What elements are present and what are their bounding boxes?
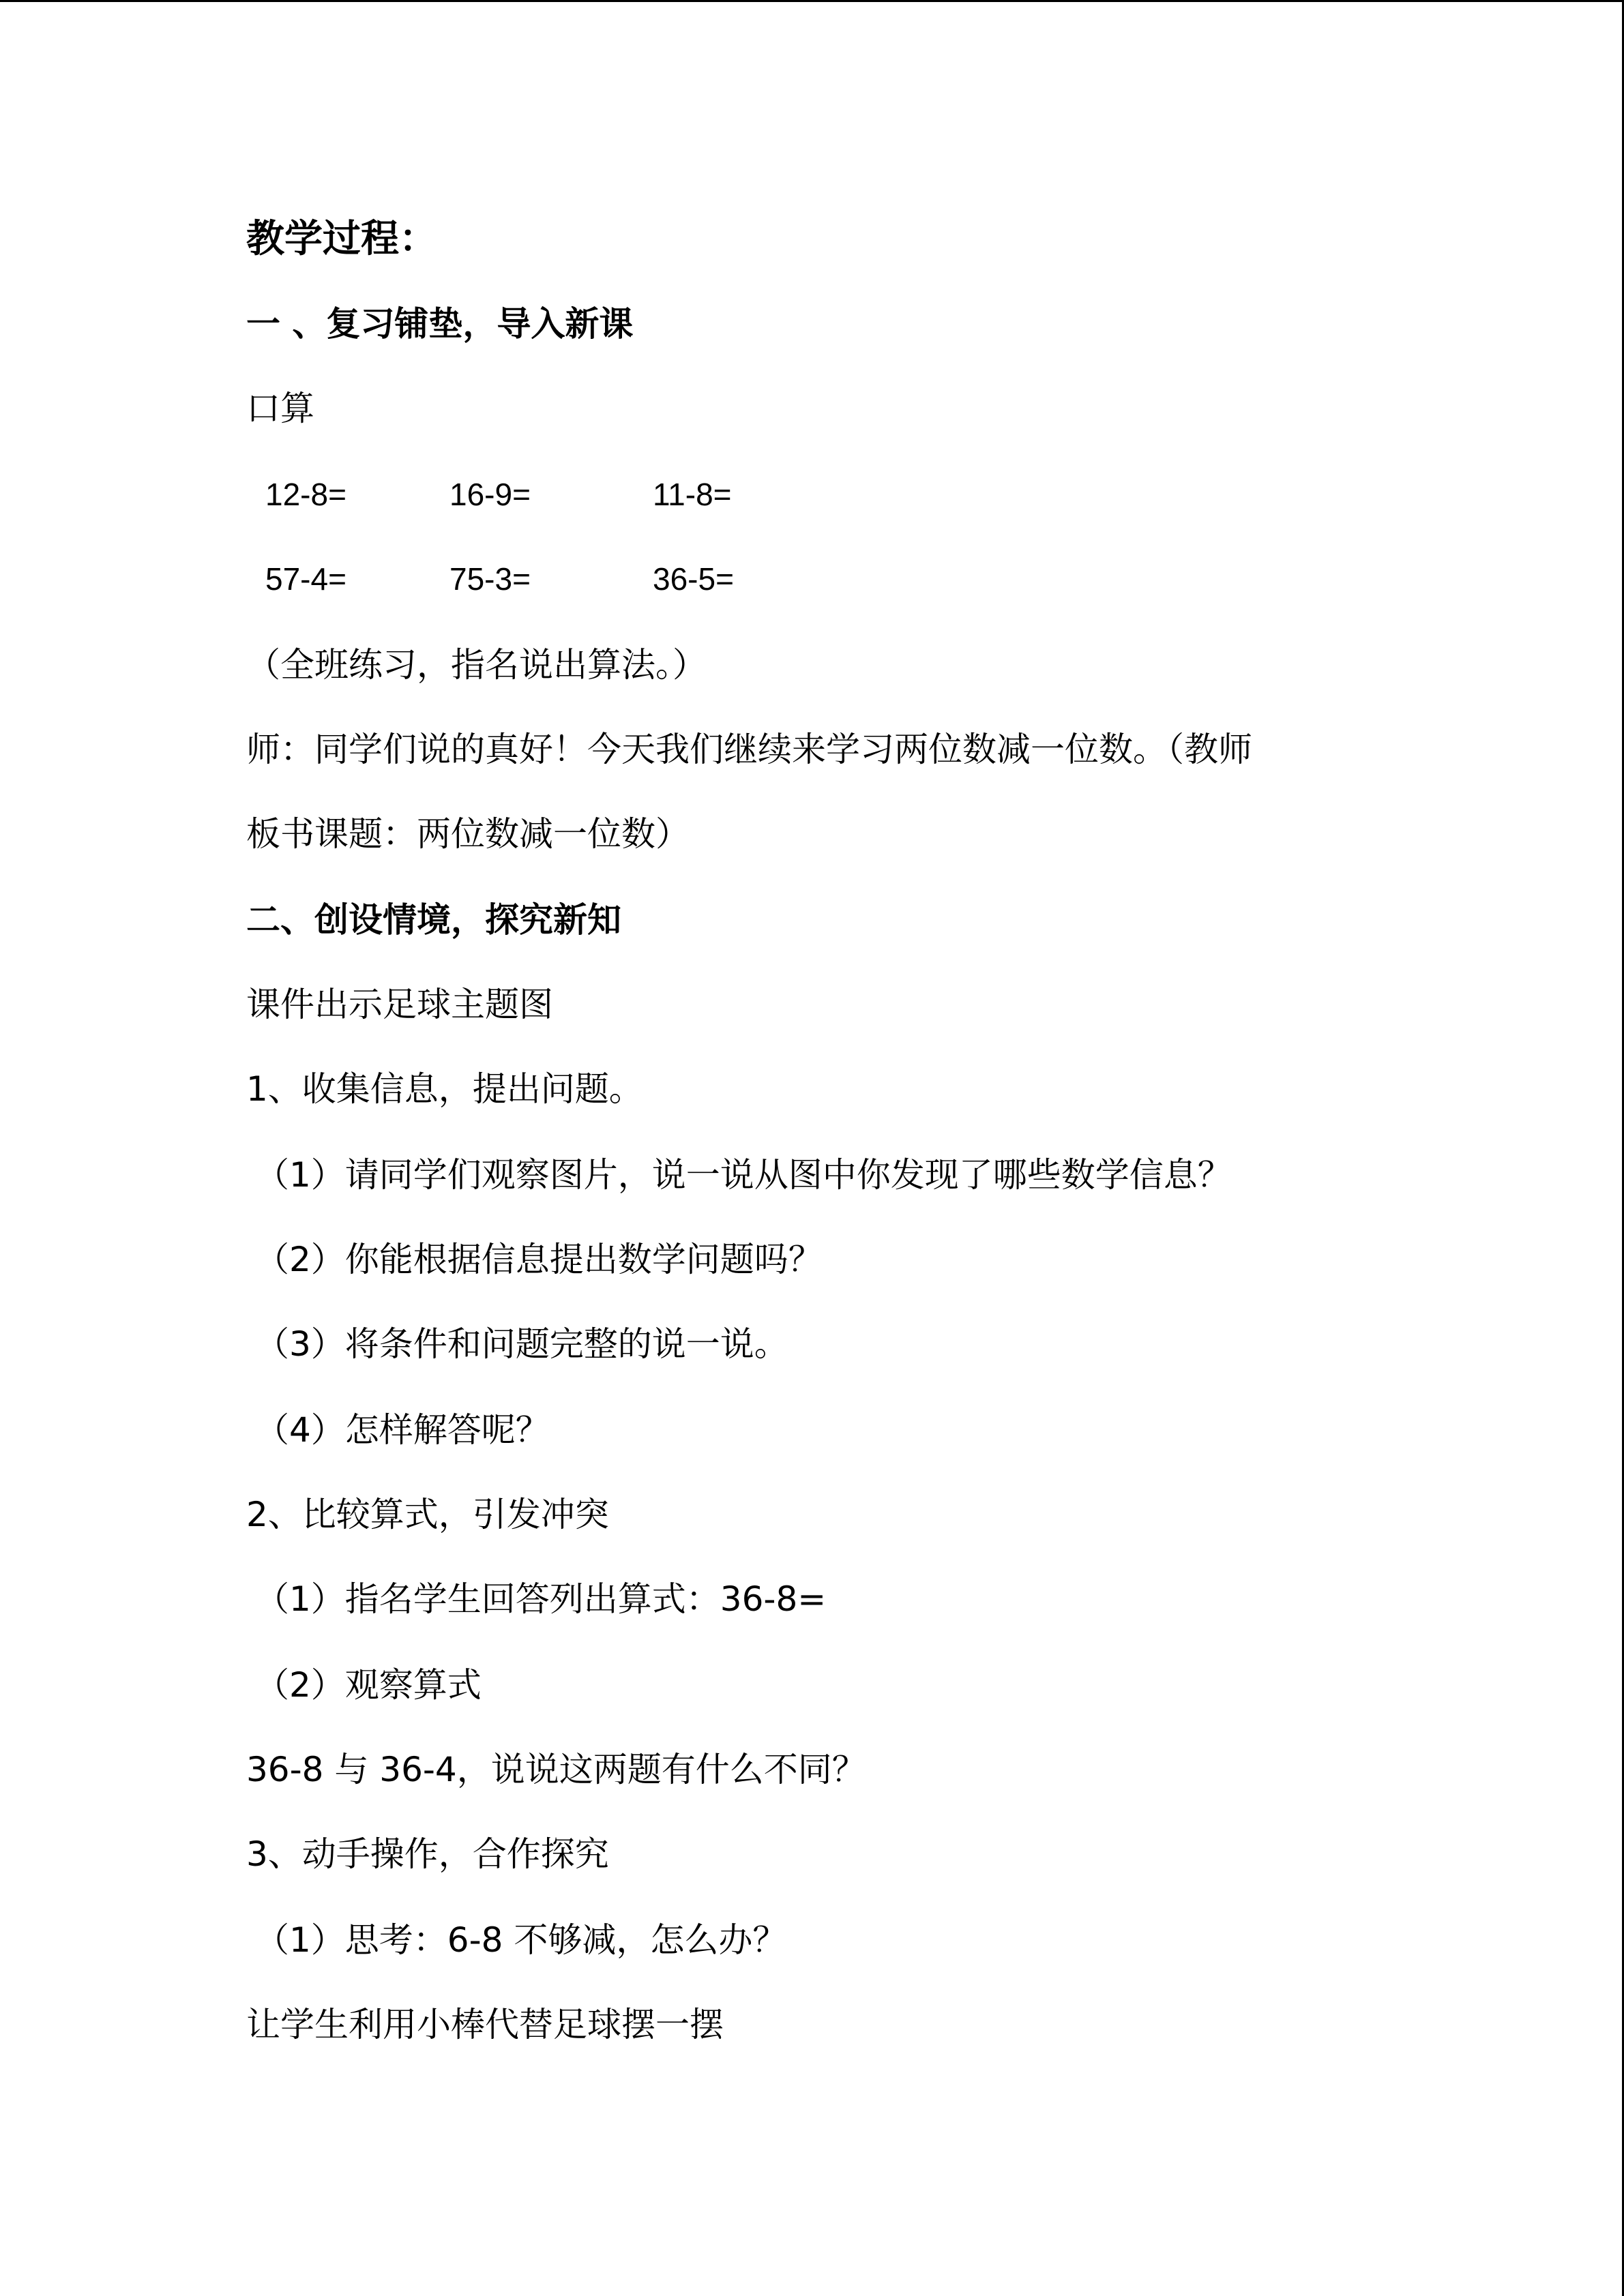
page-heading: 教学过程：: [246, 217, 437, 261]
step2-item: （1）指名学生回答列出算式：36-8=: [255, 1579, 827, 1619]
calc-row: [246, 558, 860, 600]
step1-item: （1）请同学们观察图片，说一说从图中你发现了哪些数学信息？: [255, 1155, 1232, 1195]
step1-item: （2）你能根据信息提出数学问题吗？: [255, 1240, 823, 1279]
section1-title: 一 、复习铺垫，导入新课: [246, 304, 634, 344]
calc-item: 75-3=: [449, 561, 531, 597]
step1-item: （3）将条件和问题完整的说一说。: [255, 1324, 788, 1364]
section2-intro: 课件出示足球主题图: [246, 985, 553, 1024]
compare-question: 36-8 与 36-4，说说这两题有什么不同？: [246, 1750, 866, 1789]
teacher-line-continued: 板书课题：两位数减一位数）: [246, 814, 690, 854]
calc-item: 57-4=: [265, 561, 346, 597]
practice-note: （全班练习，指名说出算法。）: [246, 645, 707, 685]
calc-item: 11-8=: [653, 477, 732, 512]
oral-calc-label: 口算: [246, 389, 314, 428]
step1-item: （4）怎样解答呢？: [255, 1410, 550, 1450]
step2-title: 2、比较算式，引发冲突: [246, 1495, 609, 1534]
teacher-line: 师：同学们说的真好！今天我们继续来学习两位数减一位数。（教师: [246, 730, 1252, 769]
calc-item: 12-8=: [265, 477, 346, 512]
step3-title: 3、动手操作，合作探究: [246, 1834, 609, 1874]
calc-row: [246, 473, 860, 516]
section2-title: 二、创设情境，探究新知: [246, 900, 621, 940]
step1-title: 1、收集信息，提出问题。: [246, 1069, 643, 1109]
step2-item: （2）观察算式: [255, 1665, 482, 1705]
activity-line: 让学生利用小棒代替足球摆一摆: [246, 2005, 724, 2044]
calc-item: 16-9=: [449, 477, 531, 512]
calc-item: 36-5=: [653, 561, 734, 597]
step3-item: （1）思考：6-8 不够减，怎么办？: [255, 1920, 787, 1960]
